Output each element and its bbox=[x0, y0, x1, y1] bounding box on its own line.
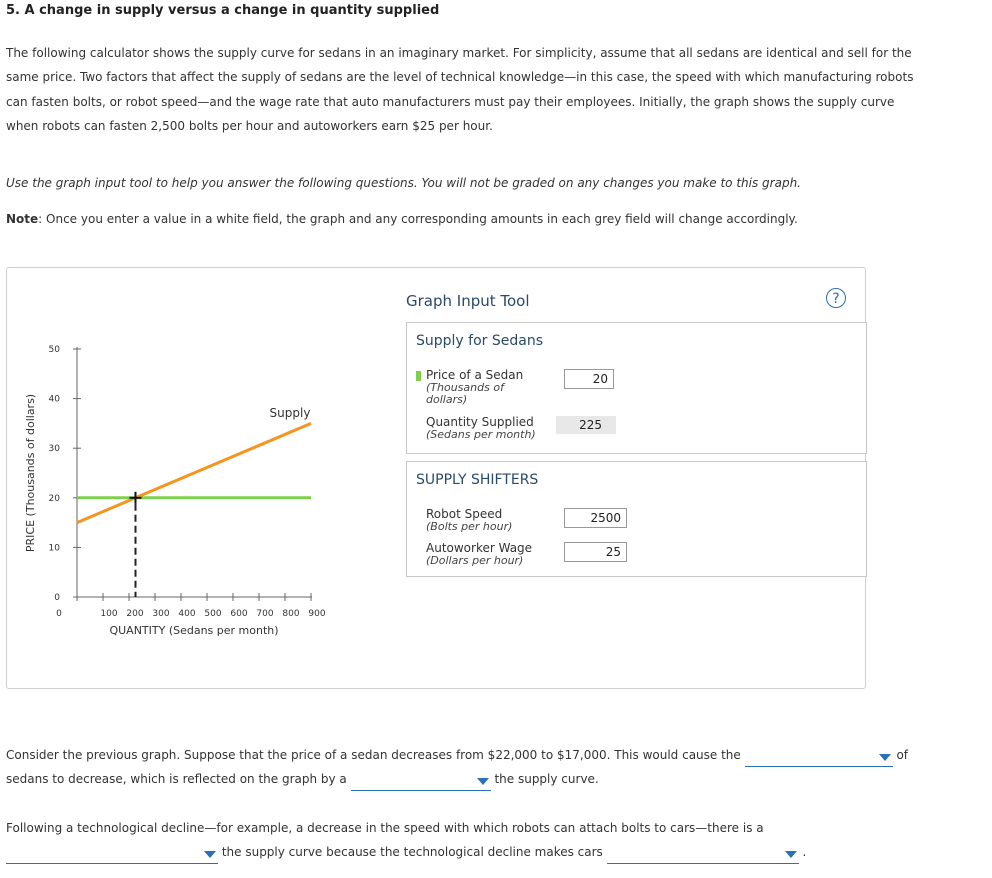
y-tick-label: 50 bbox=[48, 345, 60, 355]
chevron-down-icon bbox=[879, 754, 891, 761]
quantity-output: 225 bbox=[556, 416, 616, 434]
y-tick-label: 0 bbox=[54, 593, 60, 603]
chevron-down-icon bbox=[204, 851, 216, 858]
x-tick-label: 100 bbox=[100, 609, 118, 619]
note-text bbox=[6, 212, 798, 226]
supply-graph[interactable] bbox=[20, 335, 340, 645]
y-tick-label: 40 bbox=[48, 394, 60, 405]
q1-text-3: sedans to decrease, which is reflected on the graph by a bbox=[6, 772, 347, 786]
q1-text-4: the supply curve. bbox=[494, 772, 599, 786]
help-icon[interactable]: ? bbox=[826, 288, 846, 308]
quantity-label: Quantity Supplied bbox=[426, 415, 534, 429]
supply-section-title: Supply for Sedans bbox=[416, 333, 543, 349]
y-tick-label: 30 bbox=[48, 444, 60, 455]
y-axis-label: PRICE (Thousands of dollars) bbox=[24, 393, 37, 553]
question-1 bbox=[6, 743, 931, 791]
price-series-swatch bbox=[416, 371, 421, 381]
wage-input[interactable]: 25 bbox=[564, 542, 627, 562]
chevron-down-icon bbox=[477, 778, 489, 785]
q1-text-1: Consider the previous graph. Suppose that the price of a sedan decreases from $22,000 to $17,000. This would cause the bbox=[6, 748, 741, 762]
price-label: Price of a Sedan bbox=[426, 368, 524, 382]
price-input[interactable]: 20 bbox=[564, 369, 614, 389]
q2-dropdown-1[interactable] bbox=[6, 846, 218, 864]
question-title: 5. A change in supply versus a change in quantity supplied bbox=[6, 3, 440, 18]
supply-curve[interactable] bbox=[77, 423, 311, 522]
chevron-down-icon bbox=[785, 851, 797, 858]
q2-text-2: the supply curve because the technological decline makes cars bbox=[221, 845, 603, 859]
note-label: Note bbox=[6, 212, 39, 226]
intro-paragraph: The following calculator shows the supply curve for sedans in an imaginary market. For simplicity, assume that all sedans are identical and sell for the same price. Two factors that affect the supply of sedans are the level of technical knowledge—in this case, the speed with which manufacturing robots can fasten bolts, or robot speed—and the wage rate that auto manufacturers must pay their employees. Initially, the graph shows the supply curve when robots can fasten 2,500 bolts per hour and autoworkers earn $25 per hour. bbox=[6, 46, 914, 133]
x-tick-label: 400 bbox=[178, 609, 196, 619]
y-tick-label: 20 bbox=[48, 493, 60, 504]
wage-unit: (Dollars per hour) bbox=[426, 554, 524, 567]
graph-input-tool-title: Graph Input Tool bbox=[406, 292, 530, 310]
q1-dropdown-1[interactable] bbox=[745, 749, 893, 767]
x-tick-label: 300 bbox=[152, 609, 170, 619]
x-tick-label: 600 bbox=[230, 609, 248, 619]
robot-speed-label: Robot Speed bbox=[426, 507, 503, 521]
x-tick-label: 0 bbox=[56, 609, 62, 619]
y-tick-label: 10 bbox=[48, 543, 60, 554]
x-tick-label: 200 bbox=[126, 609, 144, 619]
q2-text-1: Following a technological decline—for example, a decrease in the speed with which robots can attach bolts to cars—there is a bbox=[6, 821, 764, 835]
price-unit-line1: (Thousands of bbox=[426, 381, 504, 394]
q1-text-2: of bbox=[896, 748, 909, 762]
intersection-marker[interactable] bbox=[130, 492, 142, 504]
q2-text-3: . bbox=[802, 845, 807, 859]
x-axis-label: QUANTITY (Sedans per month) bbox=[109, 624, 279, 637]
x-tick-label: 800 bbox=[282, 609, 300, 619]
quantity-unit: (Sedans per month) bbox=[426, 428, 536, 441]
wage-label: Autoworker Wage bbox=[426, 541, 533, 555]
instruction-text: Use the graph input tool to help you answer the following questions. You will not be graded on any changes you make to this graph. bbox=[6, 176, 801, 190]
note-body: : Once you enter a value in a white field, the graph and any corresponding amounts in each grey field will change accordingly. bbox=[38, 212, 798, 226]
robot-speed-unit: (Bolts per hour) bbox=[426, 520, 513, 533]
x-tick-label: 700 bbox=[256, 609, 274, 619]
x-tick-label: 900 bbox=[308, 609, 326, 619]
robot-speed-input[interactable]: 2500 bbox=[564, 508, 627, 528]
question-2 bbox=[6, 816, 931, 864]
q2-dropdown-2[interactable] bbox=[607, 846, 799, 864]
q1-dropdown-2[interactable] bbox=[351, 773, 491, 791]
supply-curve-label: Supply bbox=[269, 406, 311, 420]
shifters-section-title: SUPPLY SHIFTERS bbox=[416, 472, 539, 488]
x-tick-label: 500 bbox=[204, 609, 222, 619]
price-unit-line2: dollars) bbox=[426, 393, 468, 406]
